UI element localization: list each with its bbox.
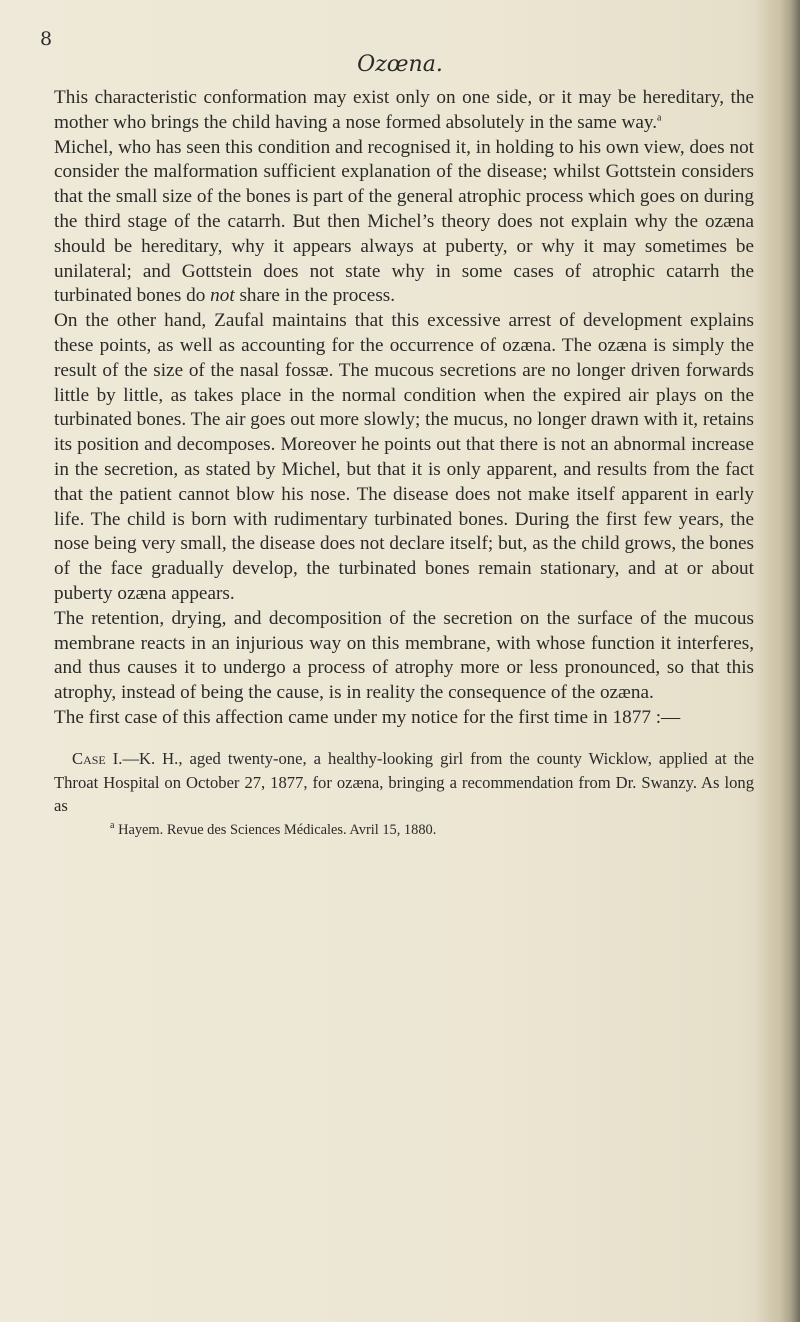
case-label: Case I. [72, 749, 123, 768]
paragraph-2 [54, 136, 754, 310]
footnote [110, 820, 436, 840]
paragraph-2-tail: share in the process. [239, 285, 396, 307]
case-report [54, 747, 754, 818]
emphasis-not: not [210, 285, 235, 307]
running-title: Ozœna. [357, 52, 443, 77]
paragraph-5: The first case of this affection came under my notice for the first time in 1877 :— [54, 706, 681, 728]
paragraph-1-text: This characteristic conformation may exist only on one side, or it may be hereditary, the mother who brings the child having a nose formed absolutely in the same way. [54, 87, 754, 133]
case-text: —K. H., aged twenty-one, a healthy-looking girl from the county Wicklow, applied at the Throat Hospital on October 27, 1877, for ozæna, bringing a recommendation from Dr. Swanzy. As long as [54, 749, 755, 815]
paragraph-4: The retention, drying, and decomposition of the secretion on the surface of the mucous membrane reacts in an injurious way on this membrane, with whose function it interferes, and thus causes it to undergo a process of atrophy more or less pronounced, so that this atrophy, instead of being the cause, is in reality the consequence of the ozæna. [54, 607, 754, 704]
footnote-text: Hayem. Revue des Sciences Médicales. Avril 15, 1880. [118, 822, 437, 838]
footnote-ref-a: a [657, 112, 662, 124]
paragraph-1 [54, 86, 754, 136]
body-text [54, 86, 754, 731]
footnote-marker: a [110, 820, 115, 832]
case-paragraph [54, 747, 754, 818]
page-number: 8 [40, 28, 53, 50]
paragraph-2-text: Michel, who has seen this condition and recognised it, in holding to his own view, does not consider the malformation sufficient explanation of the disease; whilst Gottstein considers that the small size of the bones is part of the general atrophic process which goes on during the third stage of the catarrh. But then Michel’s theory does not explain why the ozæna should be hereditary, why it appears always at puberty, or why it may sometimes be unilateral; and Gottstein does not state why in some cases of atrophic catarrh the turbinated bones do [54, 136, 754, 307]
page-edge-shadow [756, 0, 800, 1322]
paragraph-3: On the other hand, Zaufal maintains that this excessive arrest of development explains these points, as well as accounting for the occurrence of ozæna. The ozæna is simply the result of the size of the nasal fossæ. The mucous secretions are no longer driven forwards little by little, as takes place in the normal condition when the expired air plays on the turbinated bones. The air goes out more slowly; the mucus, no longer drawn with it, retains its position and decomposes. Moreover he points out that there is not an abnormal increase in the secretion, as stated by Michel, but that it is only apparent, and results from the fact that the patient cannot blow his nose. The disease does not make itself apparent in early life. The child is born with rudimentary turbinated bones. During the first few years, the nose being very small, the disease does not declare itself; but, as the child grows, the bones of the face gradually develop, the turbinated bones remain stationary, and at or about puberty ozæna appears. [54, 310, 754, 604]
